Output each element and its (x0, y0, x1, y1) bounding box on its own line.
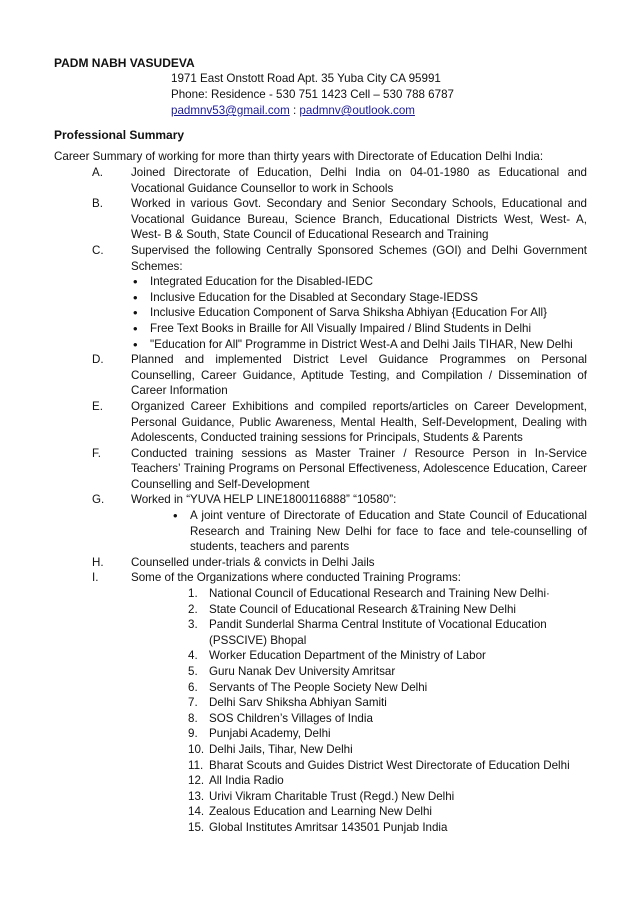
list-number: 13. (188, 789, 205, 803)
list-number: 7. (188, 696, 198, 710)
list-item (188, 586, 587, 602)
summary-item-i (54, 570, 587, 835)
list-number: 11. (188, 758, 204, 772)
org-name: National Council of Educational Research and Training New Delhi· (209, 587, 550, 601)
list-item (188, 742, 587, 758)
org-name: Servants of The People Society New Delhi (209, 680, 428, 694)
list-item (188, 695, 587, 711)
list-item (188, 711, 587, 727)
summary-item-d (54, 352, 587, 399)
org-name: Worker Education Department of the Ministry of Labor (209, 649, 486, 663)
yuva-list (131, 508, 587, 555)
item-text: Worked in various Govt. Secondary and Senior Secondary Schools, Educational and Vocational Guidance Bureau, Science Branch, Educational Districts West, West- A, West- B & South, State Council of Educational Research and Training (131, 197, 587, 242)
list-number: 12. (188, 774, 205, 788)
summary-item-e (54, 399, 587, 446)
contact-block (171, 71, 591, 119)
list-item (188, 664, 587, 680)
org-name: Delhi Jails, Tihar, New Delhi (209, 742, 353, 756)
org-name: SOS Children’s Villages of India (209, 711, 373, 725)
phone-line: Phone: Residence - 530 751 1423 Cell – 530 788 6787 (171, 88, 454, 101)
summary-items (54, 165, 587, 836)
list-item (188, 773, 587, 789)
list-number: 2. (188, 602, 198, 616)
list-item (188, 680, 587, 696)
list-number: 1. (188, 587, 198, 601)
item-letter: C. (92, 243, 104, 257)
list-item: • Integrated Education for the Disabled-IEDC (131, 274, 587, 290)
item-text: Conducted training sessions as Master Trainer / Resource Person in In-Service Teachers’ Training Programs on Personal Effectiveness, Adolescence Education, Career Counselling and Self-Development (131, 446, 587, 491)
list-number: 14. (188, 805, 205, 819)
org-name: Punjabi Academy, Delhi (209, 727, 331, 741)
summary-intro: Career Summary of working for more than thirty years with Directorate of Education Delhi India: (54, 150, 544, 163)
item-letter: B. (92, 197, 103, 211)
list-item: • Free Text Books in Braille for All Visually Impaired / Blind Students in Delhi (131, 321, 587, 337)
resume-name: PADM NABH VASUDEVA (54, 56, 195, 70)
org-name: Urivi Vikram Charitable Trust (Regd.) New Delhi (209, 789, 455, 803)
summary-item-a (54, 165, 587, 196)
summary-item-h (54, 555, 587, 571)
org-name: Bharat Scouts and Guides District West Directorate of Education Delhi (209, 758, 570, 772)
list-item (188, 804, 587, 820)
org-name: Guru Nanak Dev University Amritsar (209, 665, 396, 678)
list-item: • Inclusive Education Component of Sarva Shiksha Abhiyan {Education For All} (131, 305, 587, 321)
item-letter: G. (92, 493, 105, 507)
list-item: • A joint venture of Directorate of Education and State Council of Educational Research and Training New Delhi for face to face and tele-counselling of students, teachers and parents (171, 508, 587, 555)
list-number: 4. (188, 649, 198, 663)
section-title: Professional Summary (54, 128, 185, 142)
item-letter: D. (92, 353, 104, 367)
list-item (188, 648, 587, 664)
email-link-gmail[interactable]: padmnv53@gmail.com (171, 104, 290, 117)
org-name: Pandit Sunderlal Sharma Central Institute of Vocational Education (PSSCIVE) Bhopal (209, 618, 547, 647)
email-line (171, 103, 591, 119)
item-text: Planned and implemented District Level Guidance Programmes on Personal Counselling, Career Guidance, Aptitude Testing, and Compilation / Dissemination of Career Information (131, 353, 587, 398)
list-number: 10. (188, 742, 205, 756)
item-text: Organized Career Exhibitions and compiled reports/articles on Career Development, Personal Guidance, Public Awareness, Mental Health, Self-Development, Dealing with Adolescents, Conducted training sessions for Principals, Students & Parents (131, 399, 587, 445)
list-item: • Inclusive Education for the Disabled at Secondary Stage-IEDSS (131, 290, 587, 306)
list-item (188, 602, 587, 618)
item-letter: I. (92, 571, 99, 585)
list-item (188, 758, 587, 774)
list-number: 9. (188, 727, 198, 741)
list-number: 15. (188, 820, 205, 834)
summary-item-f (54, 446, 587, 493)
summary-item-c (54, 243, 587, 352)
org-name: Delhi Sarv Shiksha Abhiyan Samiti (209, 696, 387, 710)
list-number: 6. (188, 680, 198, 694)
address-line: 1971 East Onstott Road Apt. 35 Yuba City CA 95991 (171, 72, 441, 85)
organizations-list (131, 586, 587, 836)
org-name: Zealous Education and Learning New Delhi (209, 805, 432, 819)
summary-item-g (54, 492, 587, 554)
org-name: Global Institutes Amritsar 143501 Punjab India (209, 820, 448, 834)
list-item (188, 617, 587, 648)
item-letter: H. (92, 555, 104, 569)
list-item (188, 726, 587, 742)
list-number: 3. (188, 618, 198, 632)
email-link-outlook[interactable]: padmnv@outlook.com (299, 104, 415, 117)
list-item (188, 789, 587, 805)
list-item: • "Education for All" Programme in District West-A and Delhi Jails TIHAR, New Delhi (131, 337, 587, 353)
item-text: Supervised the following Centrally Sponsored Schemes (GOI) and Delhi Government Schemes: (131, 243, 587, 273)
list-number: 5. (188, 665, 198, 678)
item-letter: F. (92, 446, 102, 460)
list-item (188, 820, 587, 836)
item-text: Counselled under-trials & convicts in Delhi Jails (131, 555, 375, 569)
item-text: Worked in “YUVA HELP LINE1800116888” “10580”: (131, 493, 397, 507)
item-letter: E. (92, 399, 103, 413)
list-number: 8. (188, 711, 198, 725)
org-name: All India Radio (209, 774, 284, 788)
summary-item-b (54, 196, 587, 243)
org-name: State Council of Educational Research &Training New Delhi (209, 602, 516, 616)
email-separator: : (289, 104, 300, 117)
schemes-list (131, 274, 587, 352)
item-letter: A. (92, 166, 103, 179)
item-text: Some of the Organizations where conducted Training Programs: (131, 571, 461, 585)
item-text: Joined Directorate of Education, Delhi India on 04-01-1980 as Educational and Vocational Guidance Counsellor to work in Schools (131, 166, 587, 195)
